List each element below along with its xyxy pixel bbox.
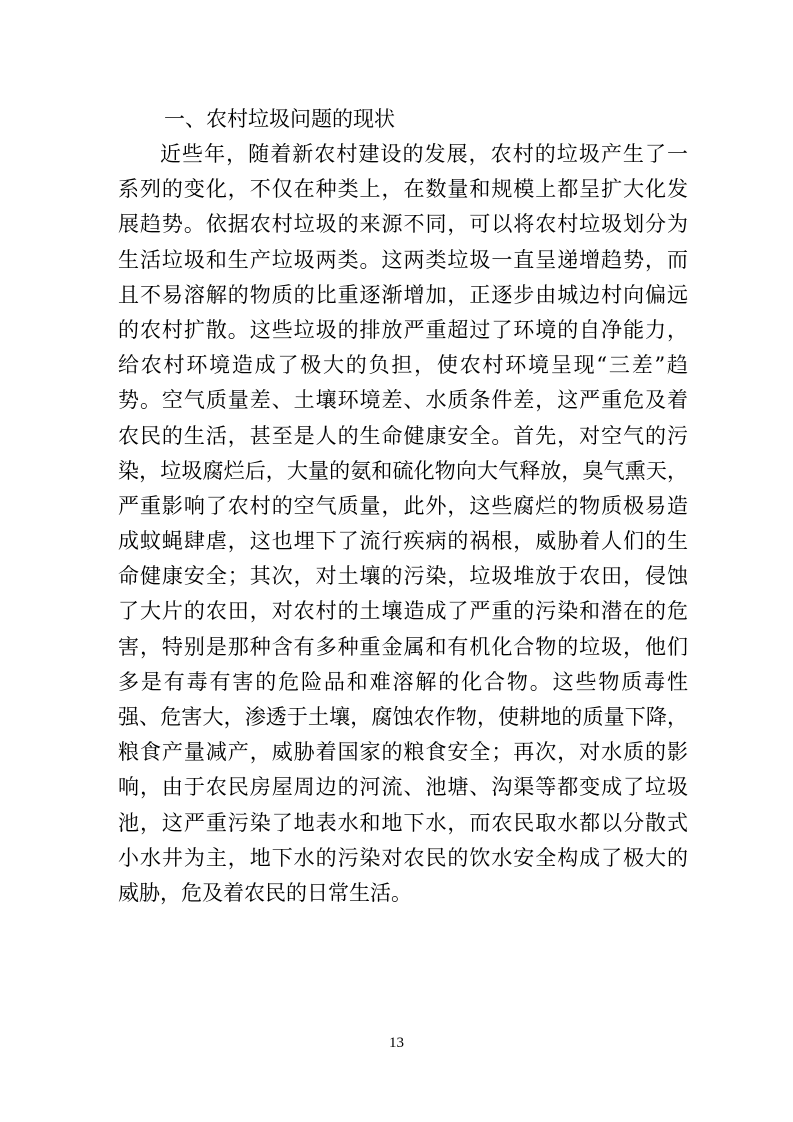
paragraph-line: 给农村环境造成了极大的负担，使农村环境呈现“三差”趋 — [118, 353, 688, 378]
paragraph-line: 严重影响了农村的空气质量，此外，这些腐烂的物质极易造 — [118, 493, 688, 518]
page-number: 13 — [389, 1035, 404, 1051]
paragraph-line: 小水井为主，地下水的污染对农民的饮水安全构成了极大的 — [118, 845, 688, 870]
paragraph-line: 势。空气质量差、土壤环境差、水质条件差，这严重危及着 — [118, 388, 688, 413]
paragraph-line: 命健康安全；其次，对土壤的污染，垃圾堆放于农田，侵蚀 — [118, 564, 688, 589]
paragraph-line: 害，特别是那种含有多种重金属和有机化合物的垃圾，他们 — [118, 634, 688, 659]
body-paragraph — [118, 137, 688, 911]
paragraph-line: 强、危害大，渗透于土壤，腐蚀农作物，使耕地的质量下降， — [118, 705, 688, 729]
paragraph-line: 成蚊蝇肆虐，这也埋下了流行疾病的祸根，威胁着人们的生 — [118, 529, 688, 554]
paragraph-line: 染，垃圾腐烂后，大量的氨和硫化物向大气释放，臭气熏天， — [118, 458, 688, 483]
section-heading: 一、农村垃圾问题的现状 — [164, 107, 395, 131]
paragraph-line: 生活垃圾和生产垃圾两类。这两类垃圾一直呈递增趋势，而 — [118, 247, 688, 272]
paragraph-line: 系列的变化，不仅在种类上，在数量和规模上都呈扩大化发 — [118, 177, 688, 202]
paragraph-line: 且不易溶解的物质的比重逐渐增加，正逐步由城边村向偏远 — [118, 282, 688, 307]
paragraph-line: 了大片的农田，对农村的土壤造成了严重的污染和潜在的危 — [118, 599, 688, 624]
paragraph-line: 的农村扩散。这些垃圾的排放严重超过了环境的自净能力， — [118, 317, 688, 342]
paragraph-line: 农民的生活，甚至是人的生命健康安全。首先，对空气的污 — [118, 423, 688, 448]
paragraph-line: 近些年，随着新农村建设的发展，农村的垃圾产生了一 — [160, 142, 688, 166]
paragraph-line: 响，由于农民房屋周边的河流、池塘、沟渠等都变成了垃圾 — [118, 775, 688, 800]
paragraph-line: 池，这严重污染了地表水和地下水，而农民取水都以分散式 — [118, 810, 688, 835]
paragraph-line: 展趋势。依据农村垃圾的来源不同，可以将农村垃圾划分为 — [118, 212, 688, 237]
paragraph-line: 多是有毒有害的危险品和难溶解的化合物。这些物质毒性 — [118, 669, 688, 694]
paragraph-line: 粮食产量减产，威胁着国家的粮食安全；再次，对水质的影 — [118, 740, 688, 765]
paragraph-line: 威胁，危及着农民的日常生活。 — [118, 880, 412, 905]
